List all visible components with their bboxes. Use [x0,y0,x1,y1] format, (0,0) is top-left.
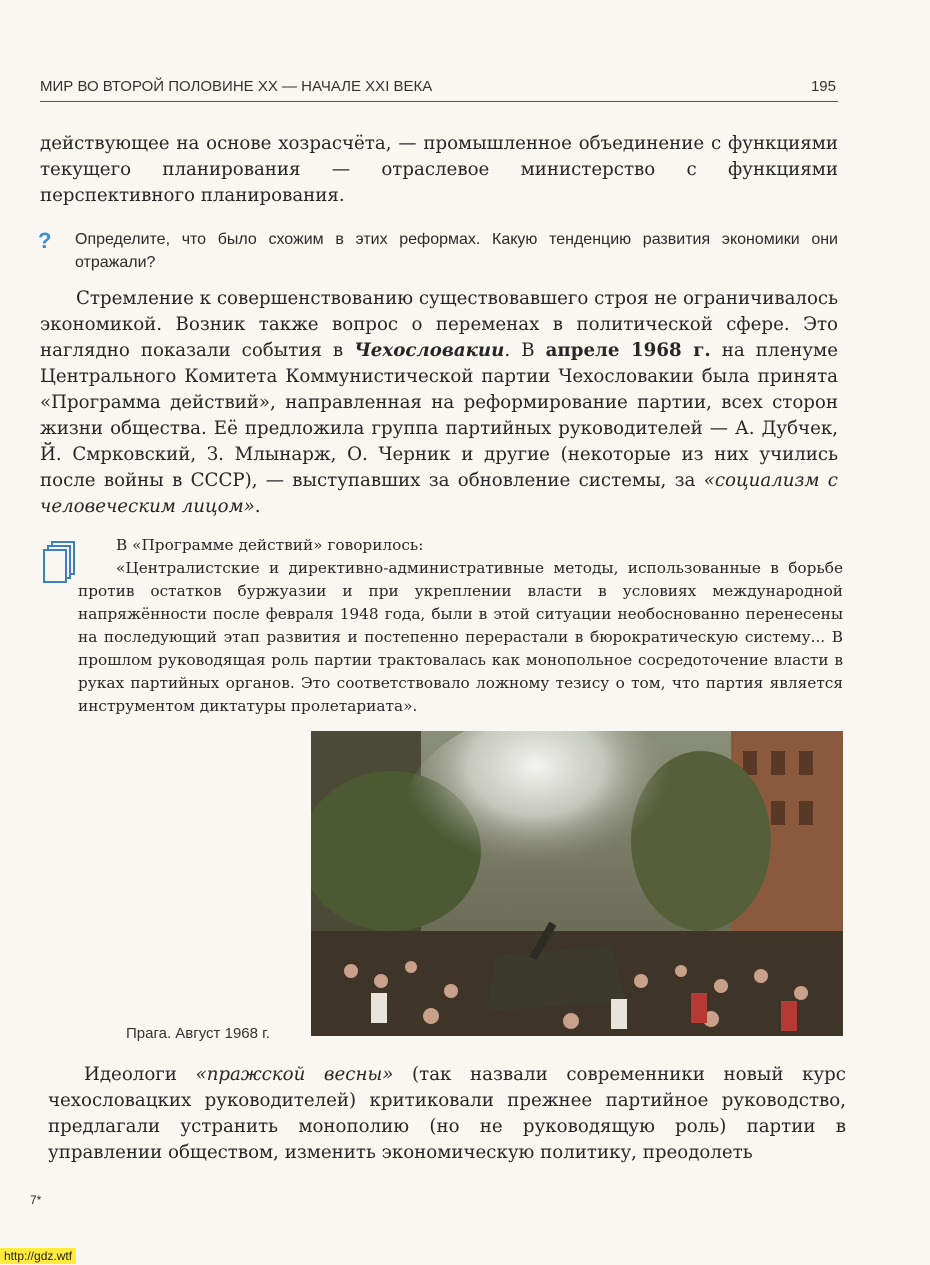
header-title: МИР ВО ВТОРОЙ ПОЛОВИНЕ XX — НАЧАЛЕ XXI ВЕКА [40,78,433,95]
p2-text-2: . В [504,340,546,361]
p3-text-1: Идеологи [84,1064,196,1085]
document-intro: В «Программе действий» говорилось: [116,536,424,554]
running-header [40,78,838,102]
p3-text-2: (так назвали современники новый курс чехословацких руководителей) критиковали прежнее партийное руководство, предлагали устранить монополию (но не руководящую роль) партии в управлении обществом, изменить экономическую политику, преодолеть [48,1064,846,1163]
prague-1968-photo [311,731,843,1036]
paragraph-continuation: действующее на основе хозрасчёта, — промышленное объединение с функциями текущего планирования — отраслевое министерство с функциями перспективного планирования. [40,133,838,206]
date-april-1968: апреле 1968 г. [545,340,711,361]
p2-text-1: Стремление к совершенствованию существовавшего строя не ограничивалось экономикой. Возник также вопрос о переменах в политической сфере. Это наглядно показали события в [40,288,838,361]
paragraph-prague-spring-intro [40,286,838,520]
photo-caption: Прага. Август 1968 г. [126,1025,270,1042]
term-czechoslovakia: Чехословакии [354,340,505,361]
photo-illustration [311,731,843,1036]
page-number: 195 [810,78,836,95]
signature-mark: 7* [30,1193,42,1207]
watermark-link[interactable]: http://gdz.wtf [0,1248,76,1264]
p2-text-3: на пленуме Центрального Комитета Коммунистической партии Чехословакии была принята «Программа действий», направленная на реформирование партии, всех сторон жизни общества. Её предложила группа партийных руководителей — А. Дубчек, Й. Смрковский, З. Млынарж, О. Черник и другие (некоторые из них учились после войны в СССР), — выступавших за обновление системы, за [40,340,838,491]
document-quote: «Централистские и директивно-административные методы, использованные в борьбе против остатков буржуазии и при укреплении власти в условиях международной напряжённости после февраля 1948 года, были в этой ситуации необоснованно перенесены на последующий этап развития и постепенно перерастали в бюрократическую систему... В прошлом руководящая роль партии трактовалась как монопольное сосредоточение власти в руках партийных органов. Это соответствовало ложному тезису о том, что партия является инструментом диктатуры пролетариата». [78,559,843,715]
question-mark-icon: ? [38,228,52,253]
paragraph-prague-spring-ideas [48,1062,846,1166]
document-stack-icon [42,540,76,586]
term-prague-spring: «пражской весны» [195,1064,394,1085]
p2-text-4: . [254,496,261,517]
document-excerpt [78,534,843,718]
review-question: Определите, что было схожим в этих реформах. Какую тенденцию развития экономики они отражали? [75,231,838,271]
slogan-human-face: «социализм с человеческим лицом» [40,470,838,517]
